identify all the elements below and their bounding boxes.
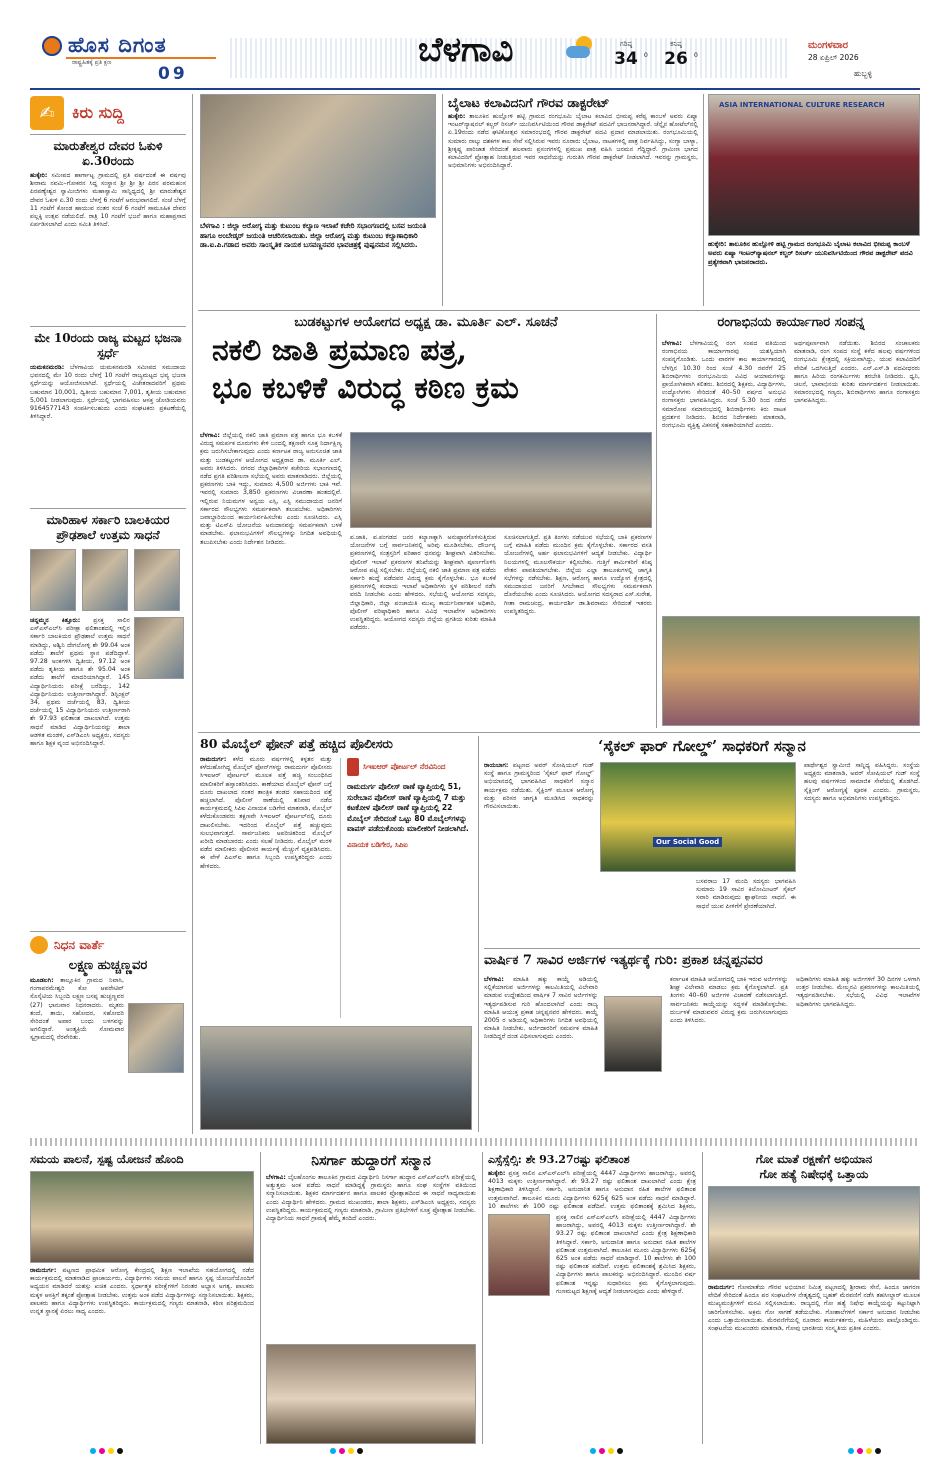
- doctorate-text: ತಾಲೂಕಿನ ಹುಲ್ಲೋಳಿ ಹಟ್ಟಿ ಗ್ರಾಮದ ರಂಗಭೂಮಿ ಬೈಲಾಟ ಕಲಾವಿದ ಭೀಮಪ್ಪ ಕರೆಪ್ಪ ಕಾಂಬಳೆ ಅವರು ಏಷ್ಯಾ ಇಂಟರ್‌ನ್ಯಾಷನಲ್ ಕಲ್ಚರ್ ರಿಸರ್ಚ್ ಯುನಿವರ್ಸಿಟಿಯಿಂದ ಗೌರವ ಡಾಕ್ಟರೇಟ್ ಪದವಿಗೆ ಭಾಜನರಾಗಿದ್ದಾರೆ. ಚೆನ್ನೈನ ಹೋಟೆಲ್‌ನಲ್ಲಿ ಏ.19ರಂದು ನಡೆದ ಘಟಿಕೋತ್ಸವ ಸಮಾರಂಭದಲ್ಲಿ ಗೌರವ ಡಾಕ್ಟರೇಟ್ ಪದವಿ ಪ್ರದಾನ ಮಾಡಲಾಯಿತು. ರಂಗಭೂಮಿಯಲ್ಲಿ ಸುಮಾರು ನಾಲ್ಕು ದಶಕಗಳ ಕಾಲ ಸೇವೆ ಸಲ್ಲಿಸಿರುವ ಇವರು ನೂರಾರು ಬೈಲಾಟ, ನಾಟಕಗಳಲ್ಲಿ ಪಾತ್ರ ನಿರ್ವಹಿಸಿದ್ದು, ಸಂಗ್ಯಾ ಬಾಳ್ಯಾ, ಶ್ರೀಕೃಷ್ಣ ಪಾರಿಜಾತ ಸೇರಿದಂತೆ ಹಲವಾರು ಪ್ರಸಂಗಗಳಲ್ಲಿ ಪ್ರಮುಖ ಪಾತ್ರ ವಹಿಸಿ ಜನಮನ ಗೆದ್ದಿದ್ದಾರೆ. ಗ್ರಾಮೀಣ ಭಾಗದ ಕಲಾವಿದರಿಗೆ ಪ್ರೋತ್ಸಾಹ ನೀಡುತ್ತಿರುವ ಇವರ ಸಾಧನೆಯನ್ನು ಗುರುತಿಸಿ ಗೌರವ ಡಾಕ್ಟರೇಟ್ ನೀಡಲಾಗಿದೆ. ಇವರನ್ನು ಗ್ರಾಮಸ್ಥರು, ಅಭಿಮಾನಿಗಳು ಅಭಿನಂದಿಸಿದ್ದಾರೆ.: [448, 113, 698, 170]
- samaya-title: ಸಮಯ ಪಾಲನೆ, ಸ್ಪಷ್ಟ ಯೋಜನೆ ಹೊಂದಿ: [30, 1152, 184, 1166]
- lead-col-1: [200, 432, 342, 722]
- student-photos: [30, 549, 186, 611]
- kirusuddi-section: [30, 94, 186, 1134]
- nisarga-body: [266, 1174, 476, 1340]
- varshika-col-3: ಅಧಿಕಾರಿಗಳು ಮಾಹಿತಿ ಹಕ್ಕು ಅರ್ಜಿಗಳಿಗೆ 30 ದಿನಗಳ ಒಳಗಾಗಿ ಉತ್ತರ ನೀಡಬೇಕು. ಮೇಲ್ಮನವಿ ಪ್ರಕರಣಗಳನ್ನು ಕಾಲಮಿತಿಯಲ್ಲಿ ಇತ್ಯರ್ಥಪಡಿಸಬೇಕು. ಸಭೆಯಲ್ಲಿ ವಿವಿಧ ಇಲಾಖೆಗಳ ಅಧಿಕಾರಿಗಳು ಭಾಗವಹಿಸಿದ್ದರು.: [796, 976, 920, 1008]
- lamp-icon: [30, 936, 48, 954]
- go-dateline: ರಾಮದುರ್ಗ:: [708, 1284, 735, 1291]
- factbox-credit: ವಿನಾಯಕ ಬಡಿಗೇರ, ಸಿಪಿಐ: [347, 840, 408, 849]
- logo-block: [38, 32, 228, 84]
- item-text: ಬೆಳಗಾವಿಯ ಯಮಕನಮರಡಿ ಸಮೀಪದ ಸಮುದಾಯ ಭವನದಲ್ಲಿ ಮೇ 10 ರಂದು ಬೆಳಗ್ಗೆ 10 ಗಂಟೆಗೆ ರಾಜ್ಯಮಟ್ಟದ ಭವ್ಯ ಭಜನಾ ಸ್ಪರ್ಧೆಯನ್ನು ಆಯೋಜಿಸಲಾಗಿದೆ. ಸ್ಪರ್ಧೆಯಲ್ಲಿ ವಿಜೇತರಾದವರಿಗೆ ಪ್ರಥಮ ಬಹುಮಾನ 10,001, ದ್ವಿತೀಯ ಬಹುಮಾನ 7,001, ತೃತೀಯ ಬಹುಮಾನ 5,001 ನೀಡಲಾಗುವುದು. ಸ್ಪರ್ಧೆಯಲ್ಲಿ ಭಾಗವಹಿಸಲು ಆಸಕ್ತ ಜೋಡಿಯವರು 9164577143 ಸಂಪರ್ಕಿಸಬಹುದು ಎಂದು ಸಂಘಟಕರು ಪ್ರಕಟಣೆಯಲ್ಲಿ ತಿಳಿಸಿದ್ದಾರೆ.: [30, 364, 186, 421]
- lead-col-2: ಪ.ಜಾತಿ, ಪ.ಪಂಗಡದ ಜನರ ಕಲ್ಯಾಣಕ್ಕಾಗಿ ಅನುಷ್ಠಾನಗೊಳಿಸುತ್ತಿರುವ ಯೋಜನೆಗಳ ಬಗ್ಗೆ ಸಾರ್ವಜನಿಕರಲ್ಲಿ ಅರಿವು ಮೂಡಿಸಬೇಕು. ದೌರ್ಜನ್ಯ ಪ್ರಕರಣಗಳಲ್ಲಿ ಸಂತ್ರಸ್ತರಿಗೆ ಪರಿಹಾರ ಧನವನ್ನು ಶೀಘ್ರವಾಗಿ ವಿತರಿಸಬೇಕು. ಪೊಲೀಸ್ ಇಲಾಖೆ ಪ್ರಕರಣಗಳ ತನಿಖೆಯನ್ನು ಶೀಘ್ರವಾಗಿ ಪೂರ್ಣಗೊಳಿಸಿ ಆರೋಪ ಪಟ್ಟಿ ಸಲ್ಲಿಸಬೇಕು. ಜಿಲ್ಲೆಯಲ್ಲಿ ನಕಲಿ ಜಾತಿ ಪ್ರಮಾಣ ಪತ್ರ ಪಡೆದು ಸರ್ಕಾರಿ ಹುದ್ದೆ ಪಡೆದವರ ವಿರುದ್ಧ ಕ್ರಮ ಕೈಗೊಳ್ಳಬೇಕು. ಭೂ ಕಬಳಿಕೆ ಪ್ರಕರಣಗಳಲ್ಲಿ ಕಂದಾಯ ಇಲಾಖೆ ಅಧಿಕಾರಿಗಳು ಸ್ಥಳ ಪರಿಶೀಲನೆ ನಡೆಸಿ ವರದಿ ನೀಡಬೇಕು ಎಂದು ಹೇಳಿದರು. ಸಭೆಯಲ್ಲಿ ಆಯೋಗದ ಸದಸ್ಯರು, ಜಿಲ್ಲಾಧಿಕಾರಿ, ಜಿಲ್ಲಾ ಪಂಚಾಯಿತಿ ಮುಖ್ಯ ಕಾರ್ಯನಿರ್ವಾಹಕ ಅಧಿಕಾರಿ, ಪೊಲೀಸ್ ವರಿಷ್ಠಾಧಿಕಾರಿ ಹಾಗೂ ವಿವಿಧ ಇಲಾಖೆಗಳ ಅಧಿಕಾರಿಗಳು ಉಪಸ್ಥಿತರಿದ್ದರು. ಆಯೋಗದ ಸದಸ್ಯರು ಜಿಲ್ಲೆಯ ಪ್ರಗತಿಯ ಕುರಿತು ಮಾಹಿತಿ ಪಡೆದರು.: [350, 534, 496, 632]
- samaya-body: [30, 1267, 254, 1444]
- min-temp-value: 26: [664, 49, 688, 69]
- max-temp-value: 34: [614, 49, 638, 69]
- lead-dateline: ಬೆಳಗಾವಿ:: [200, 432, 220, 439]
- mobile-story: [200, 736, 472, 1132]
- item-title: ಮಾರಿಹಾಳ ಸರ್ಕಾರಿ ಬಾಲಕಿಯರ ಪ್ರೌಢಶಾಲೆ ಉತ್ತಮ ಸಾಧನೆ: [46, 513, 170, 542]
- max-temp-label: ಗರಿಷ್ಠ: [619, 40, 633, 48]
- nisarga-title: ನಿಸರ್ಗಾ ಹುದ್ದಾರಗೆ ಸನ್ಮಾನ: [311, 1153, 431, 1169]
- item-dateline: ಹುಕ್ಕೇರಿ:: [30, 172, 48, 179]
- samaya-dateline: ರಾಮದುರ್ಗ:: [30, 1267, 57, 1274]
- nidhana-dateline: ಮೂಡಲಗಿ:: [30, 977, 54, 984]
- sslc-text: ಪ್ರಸಕ್ತ ಸಾಲಿನ ಎಸ್ಎಸ್ಎಲ್‌ಸಿ ಪರೀಕ್ಷೆಯಲ್ಲಿ 4447 ವಿದ್ಯಾರ್ಥಿಗಳು ಹಾಜರಾಗಿದ್ದು, ಅವರಲ್ಲಿ 4013 ಮಕ್ಕಳು ಉತ್ತೀರ್ಣರಾಗಿದ್ದಾರೆ. ಶೇ 93.27 ರಷ್ಟು ಫಲಿತಾಂಶ ದಾಖಲಾಗಿದೆ ಎಂದು ಕ್ಷೇತ್ರ ಶಿಕ್ಷಣಾಧಿಕಾರಿ ತಿಳಿಸಿದ್ದಾರೆ. ಸರ್ಕಾರಿ, ಅನುದಾನಿತ ಹಾಗೂ ಅನುದಾನ ರಹಿತ ಶಾಲೆಗಳ ಫಲಿತಾಂಶ ಉತ್ತಮವಾಗಿದೆ. ತಾಲೂಕಿನ ಮೂರು ವಿದ್ಯಾರ್ಥಿಗಳು 625ಕ್ಕೆ 625 ಅಂಕ ಪಡೆದು ಸಾಧನೆ ಮಾಡಿದ್ದಾರೆ. 10 ಶಾಲೆಗಳು ಶೇ 100 ರಷ್ಟು ಫಲಿತಾಂಶ ಪಡೆದಿವೆ. ಉತ್ತಮ ಫಲಿತಾಂಶಕ್ಕೆ ಶ್ರಮಿಸಿದ ಶಿಕ್ಷಕರು,: [488, 1170, 696, 1210]
- sslc-story: [488, 1152, 696, 1444]
- nisarga-story: [266, 1152, 476, 1444]
- cycle-col-3: ಪಾರ್ಥೇಶ್ವರ ಸ್ವಾಮೀಜಿ ಸಾನ್ನಿಧ್ಯ ವಹಿಸಿದ್ದರು. ಸಂಸ್ಥೆಯ ಅಧ್ಯಕ್ಷರು ಮಾತನಾಡಿ, ಅವರ್ ಸೋಷಿಯಲ್ ಗುಡ್ ಸಂಸ್ಥೆ ಹಲವು ವರ್ಷಗಳಿಂದ ಸಾಮಾಜಿಕ ಸೇವೆಯಲ್ಲಿ ತೊಡಗಿದೆ. ಸೈಕ್ಲಿಂಗ್ ಆರೋಗ್ಯಕ್ಕೆ ಪೂರಕ ಎಂದರು. ಗ್ರಾಮಸ್ಥರು, ಸದಸ್ಯರು ಹಾಗೂ ಅಭಿಮಾನಿಗಳು ಉಪಸ್ಥಿತರಿದ್ದರು.: [804, 762, 920, 802]
- nidhana-label: ನಿಧನ ವಾರ್ತೆ: [54, 937, 105, 952]
- edition-title: ಬೆಳಗಾವಿ: [418, 30, 514, 70]
- go-title-2: ಗೋ ಹತ್ಯೆ ನಿಷೇಧಕ್ಕೆ ಒತ್ತಾಯ: [759, 1167, 869, 1181]
- nidhana-body: [30, 977, 124, 1097]
- rangabhinaya-col-1-text: ಬೆಳಗಾವಿಯಲ್ಲಿ ರಂಗ ಸಂಪದ ವತಿಯಿಂದ ರಂಗಾಭಿನಯ ಕಾರ್ಯಾಗಾರವು ಯಶಸ್ವಿಯಾಗಿ ಸಂಪನ್ನಗೊಂಡಿತು. ಒಂದು ವಾರಗಳ ಕಾಲ ಕಾರ್ಯಾಗಾರದಲ್ಲಿ ಬೆಳಗ್ಗಿನ 10.30 ರಿಂದ ಸಂಜೆ 4.30 ರವರೆಗೆ 25 ಶಿಬಿರಾರ್ಥಿಗಳು ರಂಗಭೂಮಿಯ ವಿವಿಧ ಆಯಾಮಗಳನ್ನು ಪ್ರಾಯೋಗಿಕವಾಗಿ ಕಲಿತರು. ಶಿಬಿರದಲ್ಲಿ ಶಿಕ್ಷಕರು, ವಿದ್ಯಾರ್ಥಿಗಳು, ಉದ್ಯೋಗಿಗಳು ಸೇರಿದಂತೆ 40–50 ವರ್ಷದ ಅನುಭವಿ ರಂಗಾಸಕ್ತರು ಭಾಗವಹಿಸಿದ್ದರು. ಸಂಜೆ 5.30 ರಿಂದ ನಡೆದ ಸಮಾರೋಪ ಸಮಾರಂಭದಲ್ಲಿ ಶಿಬಿರಾರ್ಥಿಗಳು ಕಿರು ನಾಟಕ ಪ್ರದರ್ಶನ ನೀಡಿದರು. ಶಿಬಿರದ ನಿರ್ದೇಶಕರು ಮಾತನಾಡಿ, ರಂಗಭೂಮಿ ವ್ಯಕ್ತಿತ್ವ ವಿಕಸನಕ್ಕೆ ಸಹಕಾರಿಯಾಗಿದೆ ಎಂದರು.: [662, 340, 786, 430]
- lead-kicker: ಬುಡಕಟ್ಟುಗಳ ಆಯೋಗದ ಅಧ್ಯಕ್ಷ ಡಾ. ಮೂರ್ತಿ ಎಲ್. ಸೂಚನೆ: [294, 315, 558, 330]
- student-photo: [134, 617, 184, 679]
- max-temp-block: [606, 40, 646, 76]
- student-photo: [82, 549, 128, 611]
- rangabhinaya-story: [662, 314, 920, 728]
- cycle-dateline: ರಾಯಬಾಗ:: [484, 762, 509, 769]
- doctorate-photo: [708, 94, 920, 236]
- date-label: 28 ಏಪ್ರಿಲ್ 2026: [808, 53, 859, 62]
- phone-icon: [347, 758, 359, 776]
- doctorate-banner: ASIA INTERNATIONAL CULTURE RESEARCH: [719, 101, 885, 109]
- sslc-title: ಎಸ್ಸೆಸ್ಸೆಲ್ಸಿ: ಶೇ 93.27ರಷ್ಟು ಫಲಿತಾಂಶ: [488, 1153, 630, 1166]
- max-temp-degree: 0: [644, 52, 648, 59]
- registration-marks: [330, 1448, 363, 1454]
- nisarga-photo: [266, 1344, 476, 1444]
- cycle-story: [484, 736, 920, 944]
- rangabhinaya-dateline: ಬೆಳಗಾವಿ:: [662, 340, 682, 347]
- item-title: ಮಾರುತೇಶ್ವರ ದೇವರ ಓಕುಳಿ ಏ.30ರಂದು: [53, 139, 163, 168]
- mobile-factbox: [340, 758, 472, 1018]
- cycle-col-1-text: ಪಟ್ಟಣದ ಅವರ್ ಸೋಷಿಯಲ್ ಗುಡ್ ಸಂಸ್ಥೆ ಹಾಗೂ ಗ್ರಾಮಸ್ಥರಿಂದ ‘ಸೈಕಲ್ ಫಾರ್ ಗೋಲ್ಡ್’ ಅಭಿಯಾನದಲ್ಲಿ ಭಾಗವಹಿಸಿದ ಸಾಧಕರಿಗೆ ಸನ್ಮಾನ ಕಾರ್ಯಕ್ರಮ ನಡೆಯಿತು. ಸೈಕ್ಲಿಂಗ್ ಮೂಲಕ ಆರೋಗ್ಯ ಮತ್ತು ಪರಿಸರ ಜಾಗೃತಿ ಮೂಡಿಸಿದ ಸಾಧಕರನ್ನು ಗೌರವಿಸಲಾಯಿತು.: [484, 762, 594, 811]
- lead-story: [200, 314, 652, 728]
- go-photo: [708, 1186, 920, 1280]
- logo-tagline: ರಾಷ್ಟ್ರಹಿತಕ್ಕೆ ಪ್ರತಿ ಕ್ಷಣ: [72, 59, 112, 66]
- item-body: [30, 172, 186, 322]
- doctorate-caption: ಹುಕ್ಕೇರಿ: ತಾಲೂಕಿನ ಹುಲ್ಲೋಳಿ ಹಟ್ಟಿ ಗ್ರಾಮದ ರಂಗಭೂಮಿ ಬೈಲಾಟ ಕಲಾವಿದ ಭೀಮಪ್ಪ ಕಾಂಬಳೆ ಅವರು ಏಷ್ಯಾ ಇಂಟರ್‌ನ್ಯಾಷನಲ್ ಕಲ್ಚರ್ ರಿಸರ್ಚ್ ಯುನಿವರ್ಸಿಟಿಯಿಂದ ಗೌರವ ಡಾಕ್ಟರೇಟ್ ಪದವಿ ಪ್ರತ್ಯೇಕವಾಗಿ ಭಾಜನರಾದರು.: [708, 240, 913, 266]
- sslc-lead: [488, 1170, 696, 1210]
- kirusuddi-label: ಕಿರು ಸುದ್ದಿ: [72, 103, 124, 122]
- kirusuddi-item: [30, 139, 186, 322]
- city-label: ಹುಬ್ಬಳ್ಳಿ: [853, 69, 873, 78]
- lead-headline-1: ನಕಲಿ ಜಾತಿ ಪ್ರಮಾಣ ಪತ್ರ,: [212, 333, 468, 368]
- item-dateline: ಯಮಕನಮರಡಿ:: [30, 364, 65, 371]
- cycle-col-1: [484, 762, 594, 942]
- hand-icon: ✍: [30, 96, 64, 130]
- day-label: ಮಂಗಳವಾರ: [808, 40, 849, 51]
- family-welfare-photo: [200, 94, 436, 218]
- nisarga-dateline: ಬೆಳಗಾವಿ:: [266, 1174, 286, 1181]
- samaya-photo: [30, 1171, 254, 1263]
- cycle-banner: Our Social Good: [653, 837, 722, 847]
- mobile-body: [200, 756, 332, 1022]
- item-text: ಪ್ರಸಕ್ತ ಸಾಲಿನ ಎಸ್ಎಸ್ಎಲ್‌ಸಿ ಪರೀಕ್ಷಾ ಫಲಿತಾಂಶದಲ್ಲಿ ಇಲ್ಲಿನ ಸರ್ಕಾರಿ ಬಾಲಕಿಯರ ಪ್ರೌಢಶಾಲೆ ಉತ್ತಮ ಸಾಧನೆ ಮಾಡಿದ್ದು, ಅಶ್ವಿನಿ ದೇಗಲೋಳ್ಳಿ ಶೇ 99.04 ಅಂಕ ಪಡೆದು ಶಾಲೆಗೆ ಪ್ರಥಮ ಸ್ಥಾನ ಪಡೆದಿದ್ದಾಳೆ. 97.28 ಅಂಕಗಳಿಸಿ ದ್ವಿತೀಯ, 97.12 ಅಂಕ ಪಡೆದು ತೃತೀಯ ಹಾಗೂ ಶೇ 95.04 ಅಂಕ ಪಡೆದು ಶಾಲೆಗೆ ಮಾದರಿಯಾಗಿದ್ದಾರೆ. 145 ವಿದ್ಯಾರ್ಥಿನಿಯರು ಪರೀಕ್ಷೆ ಬರೆದಿದ್ದು, 142 ವಿದ್ಯಾರ್ಥಿನಿಯರು ಉತ್ತೀರ್ಣರಾಗಿದ್ದಾರೆ. ಡಿಸ್ಟಿಂಕ್ಷನ್ 34, ಪ್ರಥಮ ದರ್ಜೆಯಲ್ಲಿ 83, ದ್ವಿತೀಯ ದರ್ಜೆಯಲ್ಲಿ 15 ವಿದ್ಯಾರ್ಥಿನಿಯರು ಉತ್ತೀರ್ಣರಾಗಿ ಶೇ 97.93 ಫಲಿತಾಂಶ ದಾಖಲಾಗಿದೆ. ಉತ್ತಮ ಸಾಧನೆ ಮಾಡಿದ ವಿದ್ಯಾರ್ಥಿನಿಯರನ್ನು ಶಾಲಾ ಆಡಳಿತ ಮಂಡಳಿ, ಎಸ್‌ಡಿಎಂಸಿ ಅಧ್ಯಕ್ಷರು, ಸದಸ್ಯರು ಹಾಗೂ ಶಿಕ್ಷಕ ವೃಂದ ಅಭಿನಂದಿಸಿದ್ದಾರೆ.: [30, 617, 130, 748]
- cycle-title: ‘ಸೈಕಲ್ ಫಾರ್ ಗೋಲ್ಡ್’ ಸಾಧಕರಿಗೆ ಸನ್ಮಾನ: [598, 737, 806, 755]
- varshika-dateline: ಬೆಳಗಾವಿ:: [484, 976, 504, 983]
- nisarga-text: ಬೈಲಹೊಂಗಲ ತಾಲೂಕಿನ ಗ್ರಾಮದ ವಿದ್ಯಾರ್ಥಿನಿ ನಿಸರ್ಗಾ ಹುದ್ದಾರ ಎಸ್ಎಸ್ಎಲ್‌ಸಿ ಪರೀಕ್ಷೆಯಲ್ಲಿ ಅತ್ಯುತ್ತಮ ಅಂಕ ಪಡೆದು ಸಾಧನೆ ಮಾಡಿದ್ದಕ್ಕೆ ಗ್ರಾಮಸ್ಥರು ಹಾಗೂ ಸಂಘ ಸಂಸ್ಥೆಗಳ ವತಿಯಿಂದ ಸನ್ಮಾನಿಸಲಾಯಿತು. ಶಿಕ್ಷಕರ ಮಾರ್ಗದರ್ಶನ ಹಾಗೂ ಪಾಲಕರ ಪ್ರೋತ್ಸಾಹದಿಂದ ಈ ಸಾಧನೆ ಸಾಧ್ಯವಾಯಿತು ಎಂದು ವಿದ್ಯಾರ್ಥಿನಿ ಹೇಳಿದರು. ಗ್ರಾಮದ ಮುಖಂಡರು, ಶಾಲಾ ಶಿಕ್ಷಕರು, ಎಸ್‌ಡಿಎಂಸಿ ಅಧ್ಯಕ್ಷರು, ಸದಸ್ಯರು ಉಪಸ್ಥಿತರಿದ್ದರು. ಕಾರ್ಯಕ್ರಮದಲ್ಲಿ ಗಣ್ಯರು ಮಾತನಾಡಿ, ಗ್ರಾಮೀಣ ಪ್ರತಿಭೆಗಳಿಗೆ ಸೂಕ್ತ ಪ್ರೋತ್ಸಾಹ ನೀಡಬೇಕು. ವಿದ್ಯಾರ್ಥಿನಿಯ ಸಾಧನೆ ಗ್ರಾಮಕ್ಕೆ ಹೆಮ್ಮೆ ತಂದಿದೆ ಎಂದರು.: [266, 1174, 476, 1223]
- rangabhinaya-col-1: [662, 340, 786, 610]
- item-text: ಸಮೀಪದ ಹಾರ್ಗಾಟ್ಟ ಗ್ರಾಮದಲ್ಲಿ ಪ್ರತಿ ವರ್ಷದಂತೆ ಈ ವರ್ಷವು ಶೀರಾಮ ನವಮಿ–ಗೋಕರನ ಸಿದ್ಧ ಸಂಸ್ಥಾನ ಶ್ರೀ ಶ್ರೀ ಶ್ರೀ ಪಿರನ ಪರಮಹಂಸ ಪಿರಪಣ್ಯೇಶ್ವರ ಸ್ವಾಮೀಜಿಗಳು ಮಹಾಸ್ವಾಮಿ ಸಾನ್ನಿಧ್ಯದಲ್ಲಿ ಶ್ರೀ ಮಾರುತೇಶ್ವರ ದೇವರ ಓಕುಳಿ ಏ.30 ರಂದು ಬೆಳಗ್ಗೆ 6 ಗಂಟೆಗೆ ಆರಂಭವಾಗಲಿದೆ. ಸಂಜೆ ಬೆಳಗ್ಗೆ 11 ಗಂಟೆಗೆ ಕೋಂಡ ಹಾಯುವ ನಂತರ ಸಂಜೆ 6 ಗಂಟೆಗೆ ಸಾಮೂಹಿಕ ದೇವರ ಪಲ್ಲಕ್ಕಿ ಉತ್ಸವ ನಡೆಯಲಿದೆ. ರಾತ್ರಿ 10 ಗಂಟೆಗೆ ಭಜನೆ ಹಾಗೂ ಮಹಾಪ್ರಸಾದ ಏರ್ಪಡಿಸಲಾಗಿದೆ ಎಂದು ಸಮಿತಿ ತಿಳಿಸಿದೆ.: [30, 172, 186, 229]
- samaya-text: ಪಟ್ಟಣದ ಪ್ರಾಥಮಿಕ ಆರೋಗ್ಯ ಕೇಂದ್ರದಲ್ಲಿ ಶಿಕ್ಷಣ ಇಲಾಖೆಯ ಸಹಯೋಗದಲ್ಲಿ ನಡೆದ ಕಾರ್ಯಕ್ರಮದಲ್ಲಿ ಮಾತನಾಡಿದ ಪ್ರಾಚಾರ್ಯರು, ವಿದ್ಯಾರ್ಥಿಗಳು ಸಮಯ ಪಾಲನೆ ಹಾಗೂ ಸ್ಪಷ್ಟ ಯೋಜನೆಯೊಂದಿಗೆ ಅಧ್ಯಯನ ಮಾಡಿದರೆ ಯಶಸ್ಸು ಖಚಿತ ಎಂದರು. ಸ್ಪರ್ಧಾತ್ಮಕ ಪರೀಕ್ಷೆಗಳಿಗೆ ನಿರಂತರ ಅಭ್ಯಾಸ ಅಗತ್ಯ. ಪಾಲಕರು ಮಕ್ಕಳ ಆಸಕ್ತಿಗೆ ತಕ್ಕಂತೆ ಪ್ರೋತ್ಸಾಹ ನೀಡಬೇಕು. ಉತ್ತಮ ಅಂಕ ಪಡೆದ ವಿದ್ಯಾರ್ಥಿಗಳನ್ನು ಸನ್ಮಾನಿಸಲಾಯಿತು. ಶಿಕ್ಷಕರು, ಪಾಲಕರು ಹಾಗೂ ವಿದ್ಯಾರ್ಥಿಗಳು ಉಪಸ್ಥಿತರಿದ್ದರು. ಕಾರ್ಯಕ್ರಮದಲ್ಲಿ ಗಣ್ಯರು ಮಾತನಾಡಿ, ಕಠಿಣ ಪರಿಶ್ರಮದಿಂದ ಉನ್ನತ ಸ್ಥಾನಕ್ಕೆ ಏರಲು ಸಾಧ್ಯ ಎಂದರು.: [30, 1267, 254, 1316]
- nidhana-text: ತಾಲ್ಲೂಕಿನ ಗ್ರಾಮದ ನಿವಾಸಿ, ಗಂಗಾಪರಮೇಶ್ವರಿ ಕೋ ಆಪರೇಟಿವ್ ಸೊಸೈಟಿಯ ಸಿಬ್ಬಂದಿ ಲಕ್ಷ್ಮಣ ಬಸಪ್ಪ ಹುಚ್ಚಣ್ಣವರ (27) ಭಾನುವಾರ ನಿಧನರಾದರು. ಮೃತರು ತಂದೆ, ತಾಯಿ, ಸಹೋದರ, ಸಹೋದರಿ ಸೇರಿದಂತೆ ಅಪಾರ ಬಂಧು ಬಳಗವನ್ನು ಅಗಲಿದ್ದಾರೆ. ಅಂತ್ಯಕ್ರಿಯೆ ಸೋಮವಾರ ಸ್ವಗ್ರಾಮದಲ್ಲಿ ನೆರವೇರಿತು.: [30, 977, 124, 1042]
- nidhana-name: ಲಕ್ಷ್ಮಣ ಹುಚ್ಚಣ್ಣವರ: [68, 958, 148, 973]
- item-body: [30, 617, 130, 927]
- item-body: [30, 364, 186, 504]
- kirusuddi-item: [30, 331, 186, 504]
- varshika-col-1-text: ಮಾಹಿತಿ ಹಕ್ಕು ಕಾಯ್ದೆ ಅಡಿಯಲ್ಲಿ ಸಲ್ಲಿಕೆಯಾಗುವ ಅರ್ಜಿಗಳನ್ನು ಕಾಲಮಿತಿಯಲ್ಲಿ ವಿಲೇವಾರಿ ಮಾಡುವ ಉದ್ದೇಶದಿಂದ ವಾರ್ಷಿಕ 7 ಸಾವಿರ ಅರ್ಜಿಗಳನ್ನು ಇತ್ಯರ್ಥಪಡಿಸುವ ಗುರಿ ಹೊಂದಲಾಗಿದೆ ಎಂದು ರಾಜ್ಯ ಮಾಹಿತಿ ಆಯುಕ್ತ ಪ್ರಕಾಶ ಚನ್ನಪ್ಪನವರ ಹೇಳಿದರು. ಕಾಯ್ದೆ 2005 ರ ಅಡಿಯಲ್ಲಿ ಅಧಿಕಾರಿಗಳು ನಿಗದಿತ ಅವಧಿಯಲ್ಲಿ ಮಾಹಿತಿ ನೀಡಬೇಕು. ಅರ್ಜಿದಾರರಿಗೆ ಸಮರ್ಪಕ ಮಾಹಿತಿ ನೀಡದಿದ್ದರೆ ದಂಡ ವಿಧಿಸಲಾಗುವುದು ಎಂದರು.: [484, 976, 598, 1041]
- cycle-photo: [600, 762, 796, 872]
- kirusuddi-header: [30, 94, 186, 132]
- mobile-title: 80 ಮೊಬೈಲ್ ಫೋನ್ ಪತ್ತೆ ಹಚ್ಚಿದ ಪೊಲೀಸರು: [200, 736, 393, 751]
- item-dateline: ಚನ್ನಮ್ಮನ ಕಿತ್ತೂರು:: [30, 617, 81, 624]
- sslc-body-cont: ಪ್ರಸಕ್ತ ಸಾಲಿನ ಎಸ್ಎಸ್ಎಲ್‌ಸಿ ಪರೀಕ್ಷೆಯಲ್ಲಿ 4447 ವಿದ್ಯಾರ್ಥಿಗಳು ಹಾಜರಾಗಿದ್ದು, ಅವರಲ್ಲಿ 4013 ಮಕ್ಕಳು ಉತ್ತೀರ್ಣರಾಗಿದ್ದಾರೆ. ಶೇ 93.27 ರಷ್ಟು ಫಲಿತಾಂಶ ದಾಖಲಾಗಿದೆ ಎಂದು ಕ್ಷೇತ್ರ ಶಿಕ್ಷಣಾಧಿಕಾರಿ ತಿಳಿಸಿದ್ದಾರೆ. ಸರ್ಕಾರಿ, ಅನುದಾನಿತ ಹಾಗೂ ಅನುದಾನ ರಹಿತ ಶಾಲೆಗಳ ಫಲಿತಾಂಶ ಉತ್ತಮವಾಗಿದೆ. ತಾಲೂಕಿನ ಮೂರು ವಿದ್ಯಾರ್ಥಿಗಳು 625ಕ್ಕೆ 625 ಅಂಕ ಪಡೆದು ಸಾಧನೆ ಮಾಡಿದ್ದಾರೆ. 10 ಶಾಲೆಗಳು ಶೇ 100 ರಷ್ಟು ಫಲಿತಾಂಶ ಪಡೆದಿವೆ. ಉತ್ತಮ ಫಲಿತಾಂಶಕ್ಕೆ ಶ್ರಮಿಸಿದ ಶಿಕ್ಷಕರು, ವಿದ್ಯಾರ್ಥಿಗಳು ಹಾಗೂ ಪಾಲಕರನ್ನು ಅಭಿನಂದಿಸಿದ್ದಾರೆ. ಮುಂದಿನ ವರ್ಷ ಫಲಿತಾಂಶ ಇನ್ನಷ್ಟು ಸುಧಾರಿಸಲು ಕ್ರಮ ಕೈಗೊಳ್ಳಲಾಗುವುದು. ಗುಣಮಟ್ಟದ ಶಿಕ್ಷಣಕ್ಕೆ ಆದ್ಯತೆ ನೀಡಲಾಗುವುದು ಎಂದು ಹೇಳಿದ್ದಾರೆ.: [556, 1214, 696, 1295]
- student-photo: [134, 549, 180, 611]
- item-title: ಮೇ 10ರಂದು ರಾಜ್ಯ ಮಟ್ಟದ ಭಜನಾ ಸ್ಪರ್ಧೆ: [34, 331, 182, 360]
- student-photo: [30, 549, 76, 611]
- mobile-text: ಕಳೆದ ಮೂರು ವರ್ಷಗಳಲ್ಲಿ ಕಳ್ಳತನ ಮತ್ತು ಕಳೆದುಹೋಗಿದ್ದ ಮೊಬೈಲ್ ಫೋನ್‌ಗಳನ್ನು ರಾಮದುರ್ಗ ಪೊಲೀಸರು ಸಿಇಐಆರ್ ಪೋರ್ಟಲ್ ಮೂಲಕ ಪತ್ತೆ ಹಚ್ಚಿ ಸಂಬಂಧಿಸಿದ ಮಾಲೀಕರಿಗೆ ಹಸ್ತಾಂತರಿಸಿದರು. ಕಾಣೆಯಾದ ಮೊಬೈಲ್ ಫೋನ್ ಬಗ್ಗೆ ದೂರು ದಾಖಲಾದ ನಂತರ ತಾಂತ್ರಿಕ ತಂಡದ ಸಹಾಯದಿಂದ ಪತ್ತೆ ಹಚ್ಚಲಾಗಿದೆ. ಪೊಲೀಸ್ ಠಾಣೆಯಲ್ಲಿ ಶನಿವಾರ ನಡೆದ ಕಾರ್ಯಕ್ರಮದಲ್ಲಿ ಸಿಪಿಐ ವಿನಾಯಕ ಬಡಿಗೇರ ಮಾತನಾಡಿ, ಮೊಬೈಲ್ ಕಳೆದುಕೊಂಡವರು ತಕ್ಷಣವೇ ಸಿಇಐಆರ್ ಪೋರ್ಟಲ್‌ನಲ್ಲಿ ದೂರು ದಾಖಲಿಸಬೇಕು. ಇದರಿಂದ ಮೊಬೈಲ್ ಪತ್ತೆ ಹಚ್ಚುವುದು ಸುಲಭವಾಗುತ್ತದೆ. ಸಾರ್ವಜನಿಕರು ಅಪರಿಚಿತರಿಂದ ಮೊಬೈಲ್ ಖರೀದಿ ಮಾಡಬಾರದು ಎಂದು ಸಲಹೆ ನೀಡಿದರು. ಮೊಬೈಲ್ ಮರಳಿ ಪಡೆದ ಮಾಲೀಕರು ಪೊಲೀಸರ ಕಾರ್ಯಕ್ಕೆ ಮೆಚ್ಚುಗೆ ವ್ಯಕ್ತಪಡಿಸಿದರು. ಈ ವೇಳೆ ಪಿಎಸ್ಐ ಹಾಗೂ ಸಿಬ್ಬಂದಿ ಉಪಸ್ಥಿತರಿದ್ದರು ಎಂದು ಹೇಳಿದರು.: [200, 756, 332, 870]
- lead-headline-2: ಭೂ ಕಬಳಿಕೆ ವಿರುದ್ಧ ಕಠಿಣ ಕ್ರಮ: [212, 371, 519, 406]
- lead-photo: [350, 432, 652, 528]
- go-title-1: ಗೋ ಮಾತೆ ರಕ್ಷಣೆಗೆ ಅಭಿಯಾನ: [755, 1152, 873, 1166]
- logo-emblem-icon: [42, 36, 62, 56]
- cycle-col-2: ಬಸವರಾಜ 17 ಮಂದಿ ಸದಸ್ಯರು ಭಾಗವಹಿಸಿ ಸುಮಾರು 19 ಸಾವಿರ ಕಿಲೋಮೀಟರ್ ಸೈಕಲ್ ಸವಾರಿ ಮಾಡಿರುವುದು ಶ್ಲಾಘನೀಯ ಸಾಧನೆ. ಈ ಸಾಧನೆ ಯುವ ಪೀಳಿಗೆಗೆ ಪ್ರೇರಣೆಯಾಗಿದೆ.: [696, 878, 796, 910]
- mobile-dateline: ರಾಮದುರ್ಗ:: [200, 756, 227, 763]
- min-temp-label: ಕನಿಷ್ಠ: [670, 40, 682, 48]
- masthead-rule: [30, 88, 920, 90]
- varshika-title: ವಾರ್ಷಿಕ 7 ಸಾವಿರ ಅರ್ಜಿಗಳ ಇತ್ಯರ್ಥಕ್ಕೆ ಗುರಿ: ಪ್ರಕಾಶ ಚನ್ನಪ್ಪನವರ: [484, 953, 763, 968]
- registration-marks: [848, 1448, 881, 1454]
- varshika-col-1: [484, 976, 598, 1132]
- sslc-dateline: ಹುಕ್ಕೇರಿ:: [488, 1170, 506, 1177]
- doctorate-title: ಬೈಲಾಟ ಕಲಾವಿದನಿಗೆ ಗೌರವ ಡಾಕ್ಟರೇಟ್: [448, 95, 610, 110]
- factbox-body: ರಾಮದುರ್ಗ ಪೊಲೀಸ್ ಠಾಣೆ ವ್ಯಾಪ್ತಿಯಲ್ಲಿ 51, ಸುರೇಬಾನ ಪೊಲೀಸ್ ಠಾಣೆ ವ್ಯಾಪ್ತಿಯಲ್ಲಿ 7 ಮತ್ತು ಕಟಕೋಳ ಪೊಲೀಸ್ ಠಾಣೆ ವ್ಯಾಪ್ತಿಯಲ್ಲಿ 22 ಮೊಬೈಲ್ ಸೇರಿದಂತೆ ಒಟ್ಟು 80 ಮೊಬೈಲ್‌ಗಳನ್ನು ವಾಪಸ್ ಪಡೆದುಕೊಂಡು ಮಾಲೀಕರಿಗೆ ನೀಡಲಾಗಿದೆ.: [347, 782, 469, 833]
- masthead: [0, 0, 945, 88]
- lead-col-1-text: ಜಿಲ್ಲೆಯಲ್ಲಿ ನಕಲಿ ಜಾತಿ ಪ್ರಮಾಣ ಪತ್ರ ಹಾಗೂ ಭೂ ಕಬಳಿಕೆ ವಿರುದ್ಧ ಸಮರ್ಪಕ ದೂರುಗಳು ಕೇಳಿ ಬಂದಲ್ಲಿ ತಕ್ಷಣವೇ ಸೂಕ್ತ ನಿರ್ದಾಕ್ಷಿಣ್ಯ ಕ್ರಮ ಜರುಗಿಸಬೇಕಾಗುವುದು ಎಂದು ಕರ್ನಾಟಕ ರಾಜ್ಯ ಅನುಸೂಚಿತ ಜಾತಿ ಮತ್ತು ಬುಡಕಟ್ಟುಗಳ ಆಯೋಗದ ಅಧ್ಯಕ್ಷರಾದ ಡಾ. ಮೂರ್ತಿ ಎಲ್. ಅವರು ತಿಳಿಸಿದರು. ನಗರದ ಜಿಲ್ಲಾಧಿಕಾರಿಗಳ ಕಚೇರಿಯ ಸಭಾಂಗಣದಲ್ಲಿ ನಡೆದ ಪ್ರಗತಿ ಪರಿಶೀಲನಾ ಸಭೆಯಲ್ಲಿ ಅವರು ಮಾತನಾಡಿದರು. ಜಿಲ್ಲೆಯಲ್ಲಿ ಪ್ರಕರಣಗಳು ಬಾಕಿ ಇದ್ದು, ಸುಮಾರು 4,500 ಅರ್ಜಿಗಳು ಬಾಕಿ ಇವೆ. ಇವರಲ್ಲಿ ಸುಮಾರು 3,850 ಪ್ರಕರಣಗಳು ವಿಚಾರಣಾ ಹಂತದಲ್ಲಿವೆ. ಇಲ್ಲಿರುವ ನಿಯಮಗಳ ಅನ್ವಯ ಎಸ್ಸಿ, ಎಸ್ಟಿ ಸಮುದಾಯದ ಜನರಿಗೆ ಸರ್ಕಾರದ ಸೌಲಭ್ಯಗಳು ಸಮರ್ಪಕವಾಗಿ ತಲುಪಬೇಕು. ಅಧಿಕಾರಿಗಳು ಜವಾಬ್ದಾರಿಯಿಂದ ಕಾರ್ಯನಿರ್ವಹಿಸಬೇಕು ಎಂದು ಸೂಚಿಸಿದರು. ಎಸ್ಸಿ ಮತ್ತು ಟಿಎಸ್‌ಪಿ ಯೋಜನೆಯ ಅನುದಾನವನ್ನು ಸಮರ್ಪಕವಾಗಿ ಬಳಕೆ ಮಾಡಬೇಕು. ಫಲಾನುಭವಿಗಳಿಗೆ ಸೌಲಭ್ಯಗಳನ್ನು ನಿಗದಿತ ಅವಧಿಯಲ್ಲಿ ತಲುಪಿಸಬೇಕು ಎಂದು ನಿರ್ದೇಶನ ನೀಡಿದರು.: [200, 432, 342, 546]
- nidhana-section: [30, 936, 186, 1097]
- varshika-col-2: ಕರ್ನಾಟಕ ಮಾಹಿತಿ ಆಯೋಗದಲ್ಲಿ ಬಾಕಿ ಇರುವ ಅರ್ಜಿಗಳನ್ನು ಶೀಘ್ರ ವಿಲೇವಾರಿ ಮಾಡಲು ಕ್ರಮ ಕೈಗೊಳ್ಳಲಾಗಿದೆ. ಪ್ರತಿ ತಿಂಗಳು 40–60 ಅರ್ಜಿಗಳ ವಿಚಾರಣೆ ನಡೆಸಲಾಗುತ್ತಿದೆ. ಸಾರ್ವಜನಿಕರು ಕಾಯ್ದೆಯನ್ನು ಸದ್ಬಳಕೆ ಮಾಡಿಕೊಳ್ಳಬೇಕು. ದುರ್ಬಳಕೆ ಮಾಡುವವರ ವಿರುದ್ಧ ಕ್ರಮ ಜರುಗಿಸಲಾಗುವುದು ಎಂದು ತಿಳಿಸಿದರು.: [670, 976, 788, 1025]
- lead-col-3: ಸೂಚಿಸಲಾಗುತ್ತಿದೆ. ಪ್ರತಿ ತಿಂಗಳು ನಡೆಯುವ ಸಭೆಯಲ್ಲಿ ಬಾಕಿ ಪ್ರಕರಣಗಳ ಬಗ್ಗೆ ಮಾಹಿತಿ ಪಡೆದು ಮುಂದಿನ ಕ್ರಮ ಕೈಗೊಳ್ಳಬೇಕು. ಸರ್ಕಾರದ ವಸತಿ ಯೋಜನೆಗಳಲ್ಲಿ ಅರ್ಹ ಫಲಾನುಭವಿಗಳಿಗೆ ಆದ್ಯತೆ ನೀಡಬೇಕು. ವಿದ್ಯಾರ್ಥಿ ನಿಲಯಗಳಲ್ಲಿ ಮೂಲಸೌಕರ್ಯ ಕಲ್ಪಿಸಬೇಕು. ಗುತ್ತಿಗೆ ಕಾರ್ಮಿಕರಿಗೆ ಕನಿಷ್ಠ ವೇತನ ಪಾವತಿಯಾಗಬೇಕು. ಜಿಲ್ಲೆಯ ಎಲ್ಲಾ ತಾಲೂಕುಗಳಲ್ಲಿ ಜಾಗೃತಿ ಸಭೆಗಳನ್ನು ನಡೆಸಬೇಕು. ಶಿಕ್ಷಣ, ಆರೋಗ್ಯ ಹಾಗೂ ಉದ್ಯೋಗ ಕ್ಷೇತ್ರದಲ್ಲಿ ಸಮುದಾಯದ ಜನರಿಗೆ ಸಿಗಬೇಕಾದ ಸೌಲಭ್ಯಗಳು ಸಮರ್ಪಕವಾಗಿ ದೊರೆಯಬೇಕು ಎಂದು ಸೂಚಿಸಿದರು. ಆಯೋಗದ ಸದಸ್ಯರಾದ ಎಸ್.ಸುರೇಶ, ಗೀತಾ ರಾಮಚಂದ್ರ, ಕಾರ್ಯದರ್ಶಿ ಡಾ.ಶಿವರಾಮು ಸೇರಿದಂತೆ ಇತರರು ಉಪಸ್ಥಿತರಿದ್ದರು.: [504, 534, 652, 615]
- rangabhinaya-col-2: ಅರ್ಥಪೂರ್ಣವಾಗಿ ನಡೆಯಿತು. ಶಿಬಿರದ ಸಂಚಾಲಕರು ಮಾತನಾಡಿ, ರಂಗ ಸಂಪದ ಸಂಸ್ಥೆ ಕಳೆದ ಹಲವು ವರ್ಷಗಳಿಂದ ರಂಗಭೂಮಿ ಕ್ಷೇತ್ರದಲ್ಲಿ ಸಕ್ರಿಯವಾಗಿದ್ದು, ಯುವ ಕಲಾವಿದರಿಗೆ ವೇದಿಕೆ ಒದಗಿಸುತ್ತಿದೆ ಎಂದರು. ಎನ್.ಎಸ್.ಡಿ ಪದವೀಧರರು ಹಾಗೂ ಹಿರಿಯ ರಂಗಕರ್ಮಿಗಳು ತರಬೇತಿ ನೀಡಿದರು. ಧ್ವನಿ, ಚಲನೆ, ಭಾವಾಭಿನಯ ಕುರಿತು ಮಾರ್ಗದರ್ಶನ ನೀಡಲಾಯಿತು. ಸಮಾರಂಭದಲ್ಲಿ ಗಣ್ಯರು, ಶಿಬಿರಾರ್ಥಿಗಳು ಹಾಗೂ ರಂಗಾಸಕ್ತರು ಭಾಗವಹಿಸಿದ್ದರು.: [794, 340, 920, 405]
- go-body: [708, 1284, 920, 1444]
- weather-icon: [566, 36, 594, 64]
- sslc-photo: [488, 1214, 550, 1296]
- family-welfare-caption: ಬೆಳಗಾವಿ : ಜಿಲ್ಲಾ ಆರೋಗ್ಯ ಮತ್ತು ಕುಟುಂಬ ಕಲ್ಯಾಣ ಇಲಾಖೆ ಕಚೇರಿ ಸಭಾಂಗಣದಲ್ಲಿ ಬಸವ ಜಯಂತಿ ಹಾಗೂ ಅಂಬೇಡ್ಕರ್ ಜಯಂತಿ ಆಚರಿಸಲಾಯಿತು. ಜಿಲ್ಲಾ ಆರೋಗ್ಯ ಮತ್ತು ಕುಟುಂಬ ಕಲ್ಯಾಣಾಧಿಕಾರಿ ಡಾ.ಐ.ಪಿ.ಗಡಾದ ಅವರು ಸಾಂಸ್ಕೃತಿಕ ನಾಯಕ ಬಸವಣ್ಣನವರ ಭಾವಚಿತ್ರಕ್ಕೆ ಪುಷ್ಪನಮನ ಸಲ್ಲಿಸಿದರು.: [200, 222, 427, 249]
- registration-marks: [90, 1448, 123, 1454]
- registration-marks: [590, 1448, 623, 1454]
- page-number: 09: [158, 64, 188, 84]
- rangabhinaya-title: ರಂಗಾಭಿನಯ ಕಾರ್ಯಾಗಾರ ಸಂಪನ್ನ: [717, 315, 865, 330]
- nidhana-photo: [128, 1003, 184, 1073]
- doctorate-dateline: ಹುಕ್ಕೇರಿ:: [448, 113, 466, 120]
- min-temp-degree: 0: [694, 52, 698, 59]
- varshika-story: [484, 952, 920, 1132]
- logo-underline: [66, 57, 216, 59]
- logo-text: ಹೊಸ ದಿಗಂತ: [68, 32, 167, 57]
- kirusuddi-item: [30, 513, 186, 927]
- section-divider: [30, 1138, 920, 1146]
- left-column-rule: [192, 94, 193, 1134]
- go-story: [708, 1152, 920, 1444]
- min-temp-block: [656, 40, 696, 76]
- go-text: ಗೋಮಾತೆಯ ಗೌರವ ಅಭಿಯಾನ ನಿಮಿತ್ತ ಪಟ್ಟಣದಲ್ಲಿ ಶ್ರೀರಾಮ ಸೇನೆ, ಹಿಂದೂ ಜಾಗರಣ ವೇದಿಕೆ ಸೇರಿದಂತೆ ಹಿಂದೂ ಪರ ಸಂಘಟನೆಗಳ ನೇತೃತ್ವದಲ್ಲಿ ಬೃಹತ್ ಮೆರವಣಿಗೆ ನಡೆಸಿ ತಹಸೀಲ್ದಾರ್ ಮೂಲಕ ಮುಖ್ಯಮಂತ್ರಿಗಳಿಗೆ ಮನವಿ ಸಲ್ಲಿಸಲಾಯಿತು. ರಾಜ್ಯದಲ್ಲಿ ಗೋ ಹತ್ಯೆ ನಿಷೇಧ ಕಾಯ್ದೆಯನ್ನು ಕಟ್ಟುನಿಟ್ಟಾಗಿ ಜಾರಿಗೊಳಿಸಬೇಕು. ಅಕ್ರಮ ಗೋ ಸಾಗಣೆ ತಡೆಯಬೇಕು. ಗೋಶಾಲೆಗಳಿಗೆ ಸರ್ಕಾರ ಅನುದಾನ ನೀಡಬೇಕು ಎಂದು ಒತ್ತಾಯಿಸಲಾಯಿತು. ಮೆರವಣಿಗೆಯಲ್ಲಿ ನೂರಾರು ಕಾರ್ಯಕರ್ತರು, ಮಹಿಳೆಯರು ಪಾಲ್ಗೊಂಡಿದ್ದರು. ಸಂಘಟನೆಯ ಮುಖಂಡರು ಮಾತನಾಡಿ, ಗೋವು ಭಾರತೀಯ ಸಂಸ್ಕೃತಿಯ ಪ್ರತೀಕ ಎಂದರು.: [708, 1284, 920, 1333]
- varshika-photo: [604, 996, 662, 1072]
- rangabhinaya-photo: [662, 616, 920, 726]
- samaya-story: [30, 1152, 254, 1444]
- doctorate-body: [448, 113, 698, 306]
- factbox-title: ಸಿಇಐಆರ್ ಪೋರ್ಟಲ್ ನೆರವಿನಿಂದ: [363, 762, 446, 771]
- mobile-photo: [200, 1026, 472, 1130]
- date-block: [808, 40, 918, 80]
